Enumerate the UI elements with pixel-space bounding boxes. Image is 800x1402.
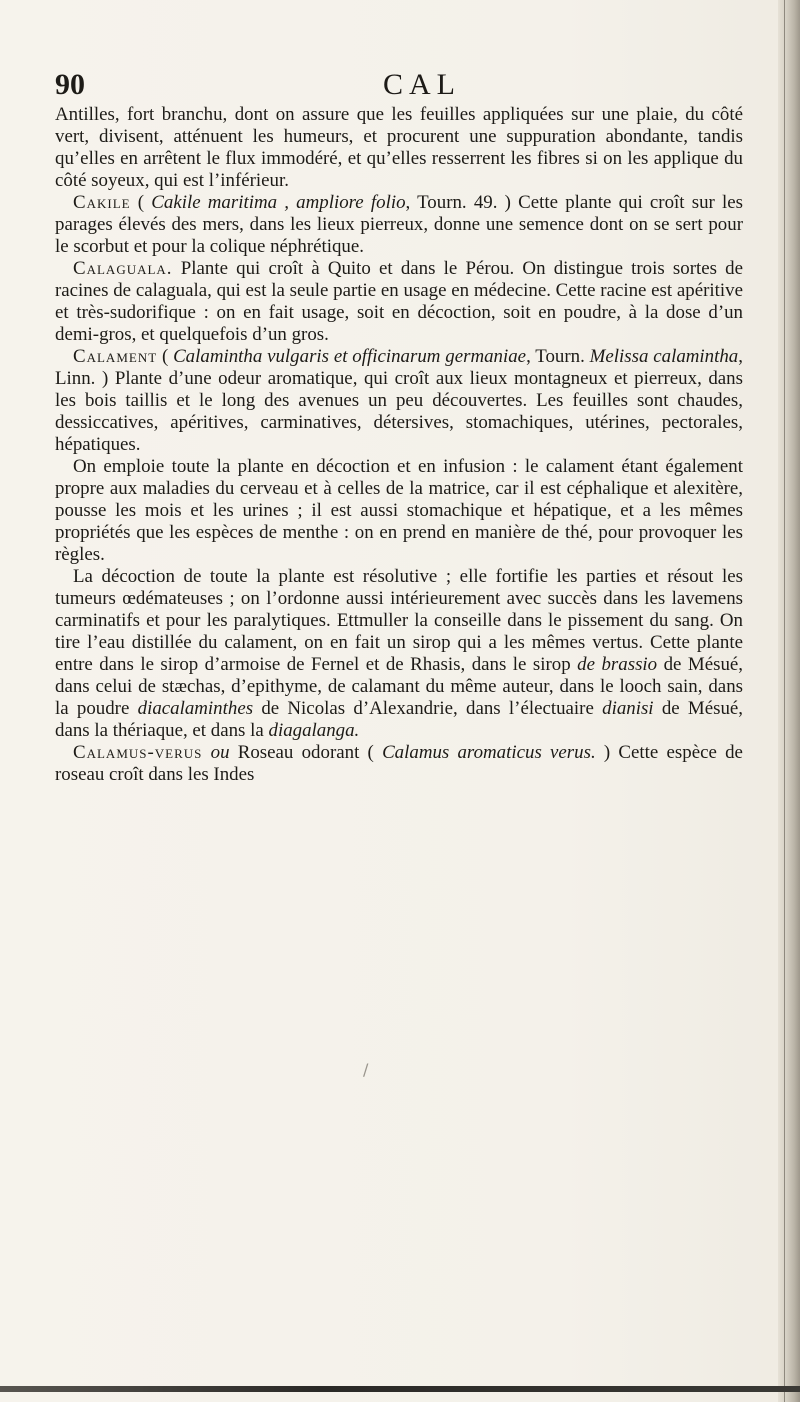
- decoction-text-a: La décoction de toute la plante est résolutive ; elle fortifie les parties et résout les tumeurs œdémateuses ; on l’ordonne aussi intérieurement avec succès dans les lavemens carminatifs et pour les paralytiques. Ettmuller la conseille dans le pissement du sang. On tire l’eau distillée du calament, on en fait un sirop qui a les mêmes vertus. Cette plante entre dans le sirop d’armoise de Fernel et de Rhasis, dans le sirop: [55, 566, 743, 675]
- entry-calamus-verus: [55, 742, 743, 786]
- decoction-text-b: de Mésué, dans celui de stæchas, d’epithyme, de calamant du même auteur, dans le looch sain, dans la poudre: [55, 654, 743, 719]
- entry-text-calament: Plante d’une odeur aromatique, qui croît aux lieux montagneux et pierreux, dans les bois taillis et le long des avenues un peu découvertes. Les feuilles sont chaudes, dessiccatives, apéritives, carminatives, détersives, stomachiques, utérines, pectorales, hépatiques.: [55, 368, 743, 455]
- entry-calaguala: [55, 258, 743, 346]
- decoction-text-d: de Mésué, dans la thériaque, et dans la: [55, 698, 744, 741]
- paragraph-decoction: [55, 566, 743, 742]
- italic-de-brassio: de brassio: [577, 654, 658, 675]
- entry-head-calamus: Calamus-verus: [73, 742, 203, 763]
- latin-name-melissa: Melissa calamintha: [589, 346, 739, 367]
- page-bottom-edge: [0, 1386, 800, 1392]
- pencil-mark: /: [363, 1060, 369, 1079]
- entry-calament: Calament ( Calamintha vulgaris et officinarum germaniae, Tourn. Melissa calamintha, Linn. ) Plante d’une odeur aromatique, qui croît aux lieux montagneux et pierreux, dans les bois taillis et le long des avenues un peu découvertes. Les feuilles sont chaudes, dessiccatives, apéritives, carminatives, détersives, stomachiques, utérines, pectorales, hépatiques.: [55, 346, 743, 455]
- italic-diagalanga: diagalanga.: [268, 720, 360, 741]
- entry-text-cakile: Cette plante qui croît sur les parages élevés des mers, dans les lieux pierreux, donne une semence dont on se sert pour le scorbut et pour la colique néphrétique.: [55, 192, 743, 257]
- word-ou: ou: [210, 742, 230, 763]
- entry-text-calamus: ) Cette espèce de roseau croît dans les Indes: [55, 742, 743, 785]
- latin-name-calamus: Calamus aromaticus verus.: [382, 742, 596, 763]
- page-number: 90: [55, 68, 85, 101]
- common-name-roseau: Roseau odorant (: [237, 742, 374, 763]
- italic-diacalaminthes: diacalaminthes: [137, 698, 254, 719]
- body-text: [55, 104, 743, 786]
- page-header: [55, 68, 755, 104]
- entry-head-cakile: Cakile: [73, 192, 131, 213]
- entry-cakile: Cakile ( Cakile maritima , ampliore folio, Tourn. 49. ) Cette plante qui croît sur les parages élevés des mers, dans les lieux pierreux, donne une semence dont on se sert pour le scorbut et pour la colique néphrétique.: [55, 192, 743, 257]
- latin-name-cakile: Cakile maritima , ampliore folio: [151, 192, 406, 213]
- latin-name-calamintha: Calamintha vulgaris et officinarum germaniae: [173, 346, 527, 367]
- entry-text-calaguala: Plante qui croît à Quito et dans le Pérou. On distingue trois sortes de racines de calaguala, qui est la seule partie en usage en médecine. Cette racine est apéritive et très-sudorifique : on en fait usage, soit en décoction, soit en poudre, à la dose d’un demi-gros, et quelquefois d’un gros.: [55, 258, 743, 345]
- paragraph-emploi: On emploie toute la plante en décoction et en infusion : le calament étant également propre aux maladies du cerveau et à celles de la matrice, car il est céphalique et alexitère, pousse les mois et les urines ; il est aussi stomachique et hépatique, et a les mêmes propriétés que les espèces de menthe : on en prend en manière de thé, pour provoquer les règles.: [55, 456, 743, 565]
- reference-cakile: , Tourn. 49. ): [405, 192, 511, 213]
- paragraph-antilles: Antilles, fort branchu, dont on assure que les feuilles appliquées sur une plaie, du côté vert, divisent, atténuent les humeurs, et procurent une suppuration abondante, tandis qu’elles en arrêtent le flux immodéré, et qu’elles resserrent les fibres si on les applique du côté soyeux, qui est l’inférieur.: [55, 104, 743, 191]
- running-head: CAL: [383, 68, 461, 101]
- reference-linn: , Linn. ): [55, 346, 743, 389]
- reference-tourn: , Tourn.: [526, 346, 585, 367]
- entry-head-calament: Calament: [73, 346, 158, 367]
- decoction-text-c: de Nicolas d’Alexandrie, dans l’électuaire: [261, 698, 594, 719]
- page-binding-edge: [778, 0, 800, 1402]
- entry-head-calaguala: Calaguala.: [73, 258, 173, 279]
- italic-dianisi: dianisi: [602, 698, 654, 719]
